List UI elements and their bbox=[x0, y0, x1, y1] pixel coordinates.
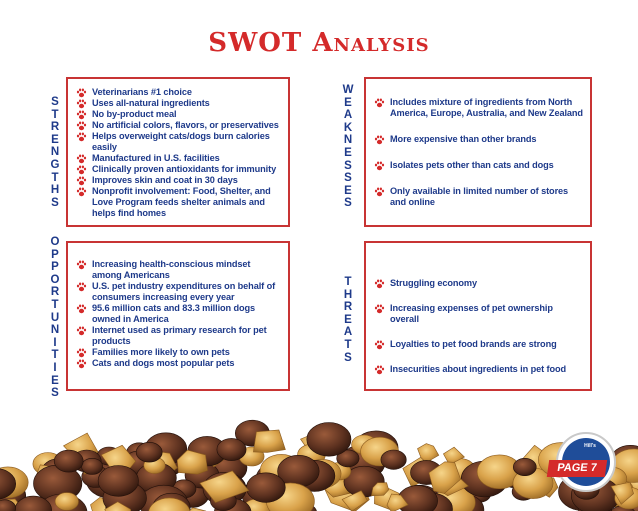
vertical-letter: N bbox=[50, 324, 60, 337]
vertical-letter: S bbox=[51, 196, 59, 209]
vertical-letter: T bbox=[51, 298, 59, 311]
page-number-tag: PAGE 7 bbox=[547, 460, 607, 477]
vertical-letter: H bbox=[50, 184, 60, 197]
threats-item-text: Increasing expenses of pet ownership overall bbox=[390, 303, 553, 324]
strengths-box bbox=[66, 77, 290, 227]
paw-print-icon bbox=[374, 340, 385, 350]
vertical-letter: W bbox=[342, 84, 354, 96]
threats-item bbox=[374, 339, 584, 350]
opportunities-item bbox=[76, 303, 282, 325]
weaknesses-item bbox=[374, 160, 584, 171]
vertical-letter: S bbox=[344, 159, 352, 172]
kibble-piece-dark bbox=[82, 458, 103, 474]
vertical-letter: E bbox=[344, 146, 352, 159]
vertical-letter: R bbox=[50, 286, 60, 299]
vertical-letter: G bbox=[50, 158, 60, 171]
paw-print-icon bbox=[76, 359, 87, 369]
opportunities-item-text: 95.6 million cats and 83.3 million dogs owned in America bbox=[92, 303, 256, 324]
kibble-piece-dark bbox=[136, 442, 162, 462]
vertical-letter: O bbox=[50, 273, 60, 286]
weaknesses-box bbox=[364, 77, 592, 227]
paw-print-icon bbox=[76, 121, 87, 131]
vertical-letter: S bbox=[51, 96, 59, 108]
strengths-vertical-label bbox=[48, 96, 62, 209]
strengths-item bbox=[76, 120, 282, 131]
weaknesses-item-text: Isolates pets other than cats and dogs bbox=[390, 160, 554, 170]
vertical-letter: E bbox=[51, 374, 59, 387]
opportunities-item-text: Increasing health-conscious mindset among Americans bbox=[92, 259, 251, 280]
strengths-item-text: Manufactured in U.S. facilities bbox=[92, 153, 220, 163]
paw-print-icon bbox=[374, 279, 385, 289]
vertical-letter: P bbox=[51, 248, 59, 261]
opportunities-vertical-label bbox=[48, 236, 62, 400]
threats-vertical-label bbox=[341, 276, 355, 364]
vertical-letter: S bbox=[344, 172, 352, 185]
strengths-item-text: Helps overweight cats/dogs burn calories easily bbox=[92, 131, 270, 152]
opportunities-item-text: Families more likely to own pets bbox=[92, 347, 230, 357]
vertical-letter: E bbox=[344, 96, 352, 109]
vertical-letter: E bbox=[51, 133, 59, 146]
opportunities-item-text: Internet used as primary research for pet products bbox=[92, 325, 267, 346]
strengths-item-text: Clinically proven antioxidants for immunity bbox=[92, 164, 277, 174]
kibble-piece-light bbox=[55, 493, 78, 511]
pet-food-kibble-image bbox=[0, 392, 638, 511]
vertical-letter: P bbox=[51, 261, 59, 274]
vertical-letter: S bbox=[344, 197, 352, 210]
kibble-piece-dark bbox=[307, 423, 351, 457]
vertical-letter: T bbox=[51, 171, 59, 184]
strengths-list bbox=[76, 87, 282, 219]
threats-item-text: Struggling economy bbox=[390, 278, 478, 288]
strengths-item bbox=[76, 186, 282, 219]
paw-print-icon bbox=[76, 348, 87, 358]
kibble-piece-dark bbox=[98, 466, 138, 497]
opportunities-item-text: U.S. pet industry expenditures on behalf of consumers increasing every year bbox=[92, 281, 276, 302]
strengths-item-text: Veterinarians #1 choice bbox=[92, 87, 192, 97]
paw-print-icon bbox=[76, 260, 87, 270]
vertical-letter: A bbox=[343, 109, 353, 122]
weaknesses-item bbox=[374, 134, 584, 145]
opportunities-item bbox=[76, 358, 282, 369]
threats-box bbox=[364, 241, 592, 391]
threats-item-text: Insecurities about ingredients in pet food bbox=[390, 364, 566, 374]
threats-item bbox=[374, 278, 584, 289]
paw-print-icon bbox=[374, 161, 385, 171]
strengths-item bbox=[76, 98, 282, 109]
vertical-letter: H bbox=[343, 288, 353, 301]
kibble-piece-dark bbox=[513, 458, 536, 475]
paw-print-icon bbox=[76, 154, 87, 164]
vertical-letter: S bbox=[344, 351, 352, 364]
opportunities-item-text: Cats and dogs most popular pets bbox=[92, 358, 235, 368]
threats-item-text: Loyalties to pet food brands are strong bbox=[390, 339, 557, 349]
strengths-item bbox=[76, 175, 282, 186]
strengths-item bbox=[76, 131, 282, 153]
kibble-piece-dark bbox=[217, 438, 246, 460]
threats-item bbox=[374, 303, 584, 325]
opportunities-item bbox=[76, 325, 282, 347]
kibble-piece-light bbox=[253, 430, 285, 452]
vertical-letter: U bbox=[50, 311, 60, 324]
paw-print-icon bbox=[76, 88, 87, 98]
vertical-letter: T bbox=[344, 338, 352, 351]
opportunities-item bbox=[76, 347, 282, 358]
vertical-letter: E bbox=[344, 313, 352, 326]
vertical-letter: R bbox=[50, 121, 60, 134]
vertical-letter: R bbox=[343, 301, 353, 314]
vertical-letter: T bbox=[344, 276, 352, 288]
paw-print-icon bbox=[76, 282, 87, 292]
strengths-item bbox=[76, 87, 282, 98]
paw-print-icon bbox=[76, 304, 87, 314]
weaknesses-item bbox=[374, 186, 584, 208]
page-title: SWOT Analysis bbox=[208, 28, 430, 58]
paw-print-icon bbox=[374, 304, 385, 314]
vertical-letter: T bbox=[51, 349, 59, 362]
strengths-item-text: No artificial colors, flavors, or preservatives bbox=[92, 120, 279, 130]
vertical-letter: N bbox=[50, 146, 60, 159]
paw-print-icon bbox=[76, 165, 87, 175]
vertical-letter: O bbox=[50, 236, 60, 248]
strengths-item-text: Uses all-natural ingredients bbox=[92, 98, 210, 108]
paw-print-icon bbox=[76, 176, 87, 186]
paw-print-icon bbox=[76, 99, 87, 109]
opportunities-item bbox=[76, 259, 282, 281]
vertical-letter: A bbox=[343, 326, 353, 339]
strengths-item-text: No by-product meal bbox=[92, 109, 177, 119]
opportunities-box bbox=[66, 241, 290, 391]
paw-print-icon bbox=[374, 135, 385, 145]
strengths-item bbox=[76, 153, 282, 164]
threats-item bbox=[374, 364, 584, 375]
vertical-letter: I bbox=[53, 361, 57, 374]
weaknesses-item bbox=[374, 97, 584, 119]
kibble-piece-dark bbox=[381, 450, 406, 469]
weaknesses-item-text: More expensive than other brands bbox=[390, 134, 537, 144]
vertical-letter: E bbox=[344, 184, 352, 197]
strengths-item-text: Nonprofit involvement: Food, Shelter, and Love Program feeds shelter animals and helps find homes bbox=[92, 186, 271, 218]
paw-print-icon bbox=[76, 187, 87, 197]
vertical-letter: N bbox=[343, 134, 353, 147]
vertical-letter: T bbox=[51, 108, 59, 121]
paw-print-icon bbox=[76, 326, 87, 336]
hills-logo: Hill's bbox=[584, 443, 596, 449]
weaknesses-item-text: Only available in limited number of stores and online bbox=[390, 186, 569, 207]
opportunities-item bbox=[76, 281, 282, 303]
kibble-piece-dark bbox=[54, 450, 83, 472]
paw-print-icon bbox=[374, 365, 385, 375]
weaknesses-vertical-label bbox=[341, 84, 355, 210]
strengths-item-text: Improves skin and coat in 30 days bbox=[92, 175, 238, 185]
vertical-letter: S bbox=[51, 387, 59, 400]
weaknesses-list bbox=[374, 97, 584, 208]
paw-print-icon bbox=[374, 98, 385, 108]
vertical-letter: I bbox=[53, 336, 57, 349]
vertical-letter: K bbox=[343, 121, 353, 134]
strengths-item bbox=[76, 164, 282, 175]
paw-print-icon bbox=[374, 187, 385, 197]
kibble-piece-dark bbox=[247, 473, 286, 503]
weaknesses-item-text: Includes mixture of ingredients from North America, Europe, Australia, and New Zealand bbox=[390, 97, 583, 118]
strengths-item bbox=[76, 109, 282, 120]
paw-print-icon bbox=[76, 132, 87, 142]
threats-list bbox=[374, 278, 584, 375]
paw-print-icon bbox=[76, 110, 87, 120]
opportunities-list bbox=[76, 259, 282, 369]
